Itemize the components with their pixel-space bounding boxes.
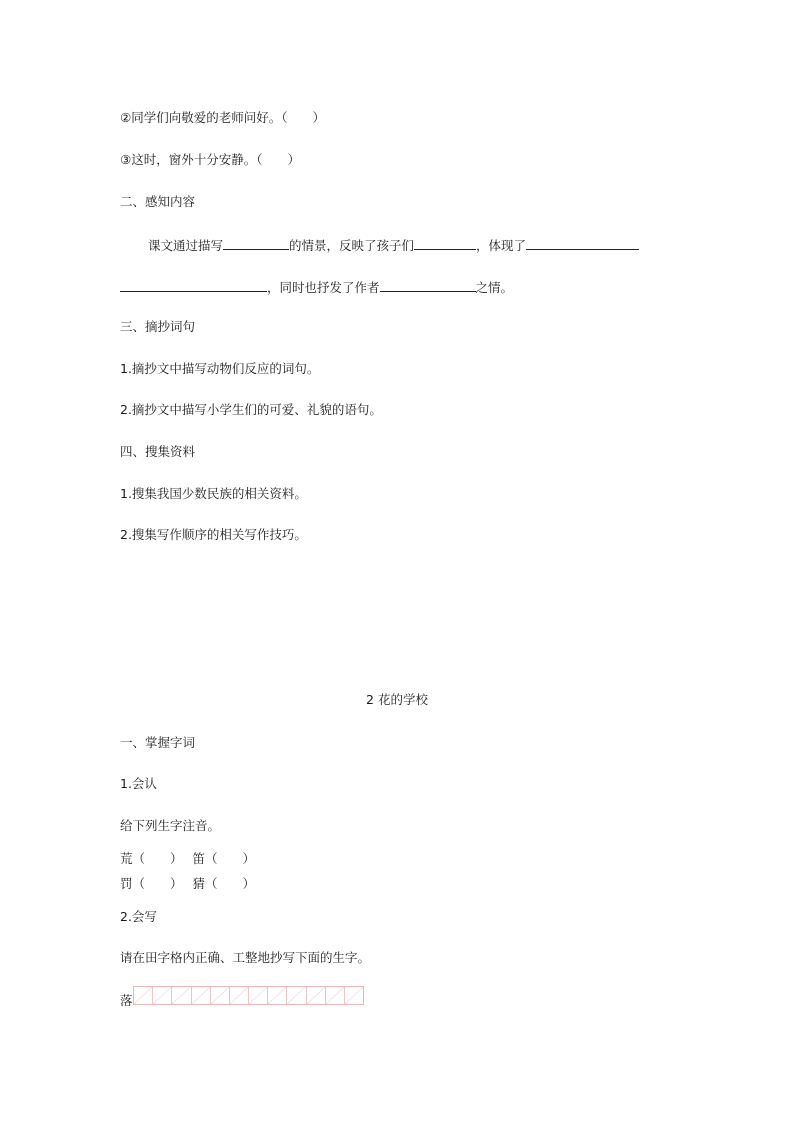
grid-cell[interactable] <box>326 987 345 1004</box>
fill-text-2b: 之情。 <box>475 280 514 295</box>
pinyin-row-1 <box>120 851 255 867</box>
pinyin-item[interactable]: 笛（ ） <box>192 851 256 866</box>
excerpt-item-2: 2.摘抄文中描写小学生们的可爱、礼貌的语句。 <box>120 402 382 417</box>
excerpt-item-1: 1.摘抄文中描写动物们反应的词句。 <box>120 361 320 376</box>
grid-cell[interactable] <box>249 987 268 1004</box>
section-heading-collect: 四、搜集资料 <box>120 444 196 459</box>
fill-in-line-2 <box>120 278 513 296</box>
grid-cell[interactable] <box>287 987 306 1004</box>
answer-blank[interactable] <box>414 236 476 250</box>
instruction-pinyin: 给下列生字注音。 <box>120 818 221 833</box>
fill-in-line-1 <box>148 236 639 254</box>
section-heading-perceive: 二、感知内容 <box>120 194 196 209</box>
pinyin-item[interactable]: 罚（ ） <box>120 876 183 891</box>
collect-item-1: 1.搜集我国少数民族的相关资料。 <box>120 486 307 501</box>
fill-text-1a: 课文通过描写 <box>148 238 224 253</box>
grid-cell[interactable] <box>134 987 153 1004</box>
grid-cell[interactable] <box>230 987 249 1004</box>
answer-blank[interactable] <box>526 236 639 250</box>
copy-character: 落 <box>120 993 133 1008</box>
pinyin-row-2 <box>120 876 255 892</box>
section-heading-excerpt: 三、摘抄词句 <box>120 319 196 334</box>
section-heading-words: 一、掌握字词 <box>120 735 196 750</box>
grid-cell[interactable] <box>172 987 191 1004</box>
grid-cell[interactable] <box>192 987 211 1004</box>
answer-blank[interactable] <box>223 236 289 250</box>
fill-text-1b: 的情景，反映了孩子们 <box>289 238 415 253</box>
grid-cell[interactable] <box>153 987 172 1004</box>
tianzi-grid[interactable] <box>133 986 364 1005</box>
subheading-recognize: 1.会认 <box>120 776 157 791</box>
pinyin-item[interactable]: 荒（ ） <box>120 851 183 866</box>
grid-cell[interactable] <box>268 987 287 1004</box>
answer-blank[interactable] <box>380 278 476 292</box>
collect-item-2: 2.搜集写作顺序的相关写作技巧。 <box>120 527 307 542</box>
lesson-title: 2 花的学校 <box>366 692 428 707</box>
question-item-3: ③这时，窗外十分安静。（ ） <box>120 152 300 167</box>
fill-text-1c: ，体现了 <box>476 238 527 253</box>
pinyin-item[interactable]: 猜（ ） <box>192 876 256 891</box>
instruction-copy: 请在田字格内正确、工整地抄写下面的生字。 <box>120 950 371 965</box>
grid-cell[interactable] <box>211 987 230 1004</box>
grid-cell[interactable] <box>307 987 326 1004</box>
question-item-2: ②同学们向敬爱的老师问好。（ ） <box>120 110 325 125</box>
answer-blank[interactable] <box>120 278 267 292</box>
fill-text-2a: ，同时也抒发了作者 <box>267 280 380 295</box>
grid-cell[interactable] <box>345 987 363 1004</box>
subheading-write: 2.会写 <box>120 909 157 924</box>
